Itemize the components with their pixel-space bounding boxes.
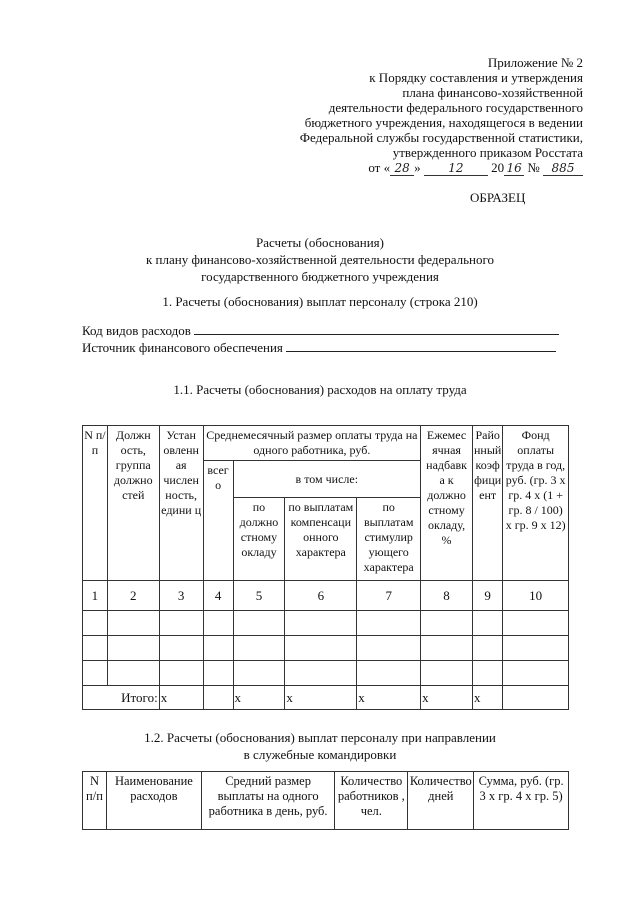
table-row (83, 661, 569, 686)
column-number: 1 (83, 581, 108, 611)
section-1-2-heading (0, 729, 640, 763)
header-cell: по должно стному окладу (233, 498, 285, 581)
header-cell: в том числе: (233, 461, 421, 498)
total-label: Итого: (83, 686, 160, 710)
header-cell: всег о (203, 461, 233, 581)
total-row (83, 686, 569, 710)
column-number: 6 (285, 581, 357, 611)
header-cell: Ежемес ячная надбавк а к должно стному окладу, % (421, 426, 473, 581)
table-row (83, 636, 569, 661)
column-number: 2 (107, 581, 159, 611)
appendix-line: к Порядку составления и утверждения (369, 70, 583, 85)
expense-code-field[interactable] (194, 323, 559, 335)
column-number: 8 (421, 581, 473, 611)
section-1-heading: 1. Расчеты (обоснования) выплат персоналу (строка 210) (162, 294, 478, 309)
appendix-block (300, 55, 583, 176)
title-line: государственного бюджетного учреждения (201, 269, 439, 284)
date-day: 28 (390, 161, 414, 176)
total-x: х (357, 686, 421, 710)
total-x: х (233, 686, 285, 710)
appendix-line: Приложение № 2 (487, 55, 583, 70)
header-cell: Средний размер выплаты на одного работника в день, руб. (201, 772, 335, 830)
total-x: х (159, 686, 203, 710)
column-number: 9 (472, 581, 502, 611)
column-number: 7 (357, 581, 421, 611)
total-x: х (421, 686, 473, 710)
title-line: к плану финансово-хозяйственной деятельности федерального (145, 252, 495, 267)
header-cell: Должн ость, группа должно стей (107, 426, 159, 581)
document-title (0, 234, 640, 285)
lower-section (0, 425, 640, 830)
appendix-line: бюджетного учреждения, находящегося в ведении (304, 115, 583, 130)
table-row (83, 611, 569, 636)
header-cell: по выплатам стимулир ующего характера (357, 498, 421, 581)
column-number: 3 (159, 581, 203, 611)
header-cell: Райо нный коэф фици ент (472, 426, 502, 581)
appendix-line: утвержденного приказом Росстата (392, 145, 583, 160)
business-trip-table (82, 771, 569, 830)
total-x: х (472, 686, 502, 710)
header-cell: Среднемесячный размер оплаты труда на одного работника, руб. (203, 426, 421, 461)
header-cell: N п/п (83, 772, 107, 830)
header-cell: Фонд оплаты труда в год, руб. (гр. 3 х гр. 4 х (1 + гр. 8 / 100) х гр. 9 х 12) (503, 426, 569, 581)
expense-code-label: Код видов расходов (82, 323, 191, 338)
column-number: 10 (503, 581, 569, 611)
number-prefix: № (527, 160, 540, 175)
funding-source-label: Источник финансового обеспечения (82, 340, 283, 355)
header-cell: Сумма, руб. (гр. 3 х гр. 4 х гр. 5) (474, 772, 569, 830)
header-cell: N п/п (83, 426, 108, 581)
sample-label: ОБРАЗЕЦ (470, 190, 526, 205)
appendix-line: плана финансово-хозяйственной (402, 85, 583, 100)
labor-cost-table (82, 425, 569, 710)
date-month: 12 (424, 161, 488, 176)
column-number: 4 (203, 581, 233, 611)
appendix-line: деятельности федерального государственного (328, 100, 583, 115)
order-number: 885 (543, 161, 583, 176)
total-x: х (285, 686, 357, 710)
header-cell: Устан овленн ая числен ность, едини ц (159, 426, 203, 581)
column-number: 5 (233, 581, 285, 611)
section-1-1-heading: 1.1. Расчеты (обоснования) расходов на оплату труда (173, 382, 467, 397)
header-cell: Наименование расходов (106, 772, 201, 830)
appendix-line: Федеральной службы государственной статистики, (299, 130, 583, 145)
header-cell: Количество дней (408, 772, 474, 830)
header-cell: по выплатам компенсаци онного характера (285, 498, 357, 581)
heading-line: в служебные командировки (243, 747, 397, 762)
fields-block (82, 322, 559, 356)
header-cell: Количество работников , чел. (335, 772, 408, 830)
order-date: от « 28 » 12 20 16 № 885 (300, 160, 583, 176)
title-line: Расчеты (обоснования) (256, 235, 384, 250)
date-year: 16 (504, 161, 524, 176)
year-prefix: 20 (491, 160, 505, 175)
funding-source-field[interactable] (286, 340, 556, 352)
heading-line: 1.2. Расчеты (обоснования) выплат персоналу при направлении (144, 730, 496, 745)
date-prefix: от « (368, 160, 391, 175)
